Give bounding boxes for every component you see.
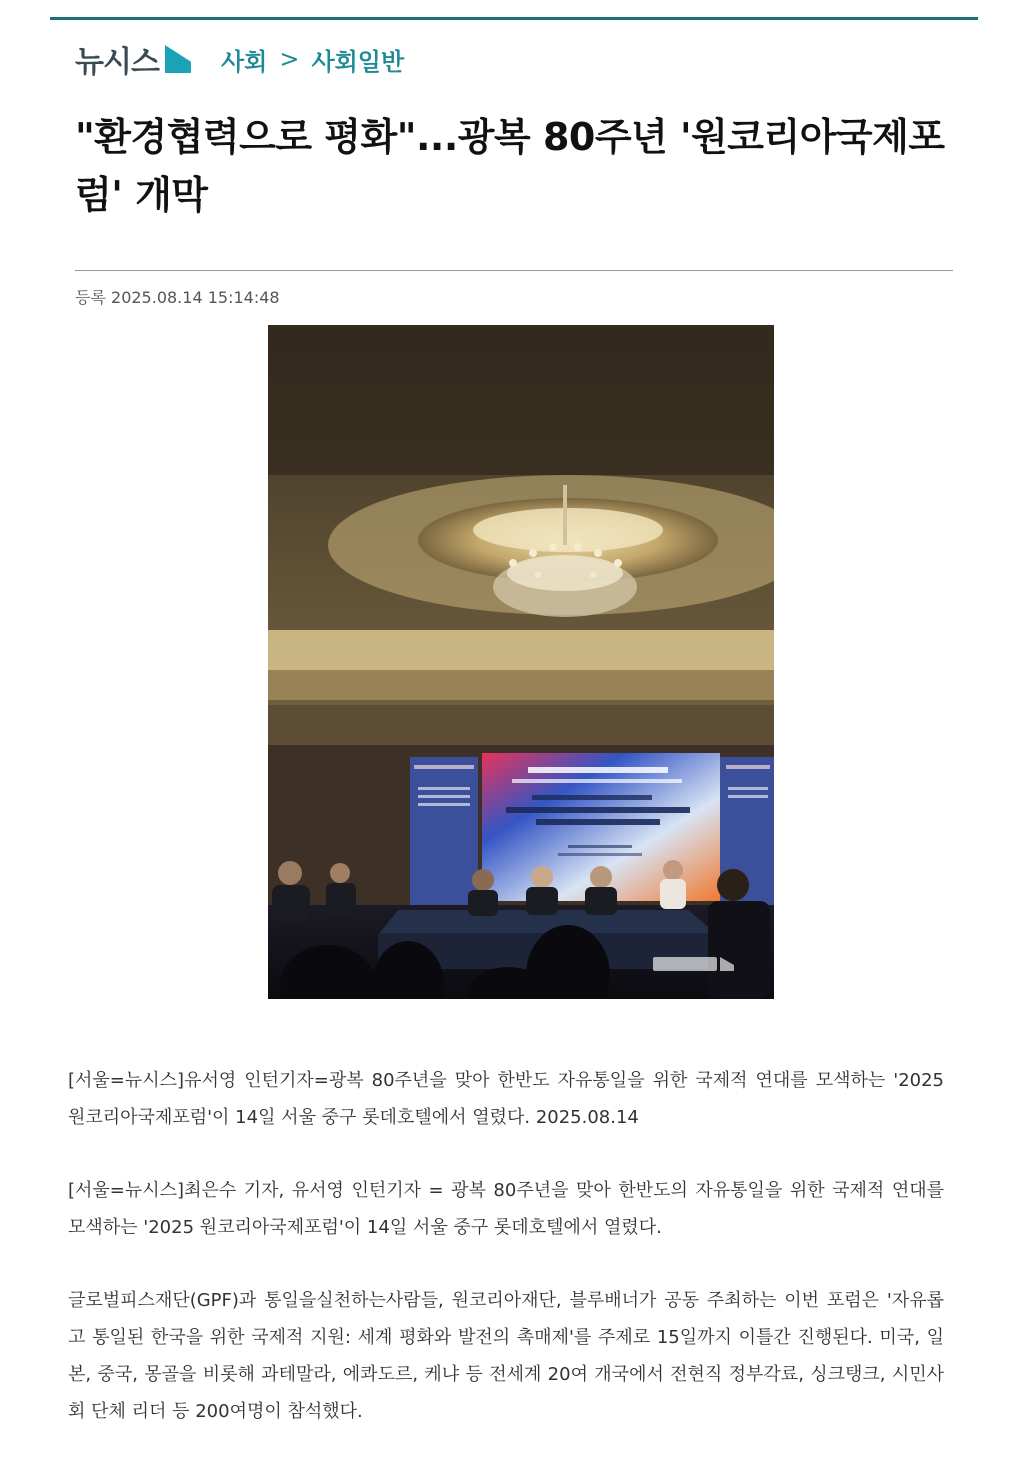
- registered-label: 등록: [75, 288, 106, 307]
- left-banner: [410, 757, 478, 907]
- site-logo[interactable]: [75, 37, 191, 81]
- registered-time: 2025.08.14 15:14:48: [111, 288, 280, 307]
- logo-text: 뉴시스: [75, 45, 159, 80]
- top-rule: [50, 17, 978, 20]
- photo-caption-paragraph: [서울=뉴시스]유서영 인턴기자=광복 80주년을 맞아 한반도 자유통일을 위한 국제적 연대를 모색하는 '2025 원코리아국제포럼'이 14일 서울 중구 롯데호텔에서 열렸다. 2025.08.14: [68, 1070, 944, 1128]
- article-body: [68, 1062, 944, 1466]
- breadcrumb-separator: >: [279, 45, 300, 73]
- photo-watermark: [653, 957, 734, 971]
- headline-divider: [75, 270, 953, 271]
- ceiling-light-strip: [268, 630, 774, 670]
- forum-photo-illustration: [268, 325, 774, 999]
- body-paragraph: [서울=뉴시스]최은수 기자, 유서영 인턴기자 = 광복 80주년을 맞아 한반도의 자유통일을 위한 국제적 연대를 모색하는 '2025 원코리아국제포럼'이 14일 서울 중구 롯데호텔에서 열렸다.: [68, 1180, 944, 1238]
- article-photo[interactable]: [268, 325, 774, 999]
- article-meta: [75, 285, 280, 308]
- logo-mark-icon: [165, 45, 191, 73]
- breadcrumb-subsection[interactable]: 사회일반: [311, 47, 405, 76]
- body-paragraph: 글로벌피스재단(GPF)과 통일을실천하는사람들, 원코리아재단, 블루배너가 공동 주최하는 이번 포럼은 '자유롭고 통일된 한국을 위한 국제적 지원: 세계 평화와 발전의 촉매제'를 주제로 15일까지 이틀간 진행된다. 미국, 일본, 중국, 몽골을 비롯해 과테말라, 에콰도르, 케냐 등 전세계 20여 개국에서 전현직 정부각료, 싱크탱크, 시민사회 단체 리더 등 200여명이 참석했다.: [68, 1290, 944, 1422]
- article-headline: "환경협력으로 평화"...광복 80주년 '원코리아국제포럼' 개막: [75, 115, 945, 217]
- site-header: [75, 38, 404, 80]
- breadcrumb: [221, 42, 404, 77]
- breadcrumb-section[interactable]: 사회: [220, 47, 268, 76]
